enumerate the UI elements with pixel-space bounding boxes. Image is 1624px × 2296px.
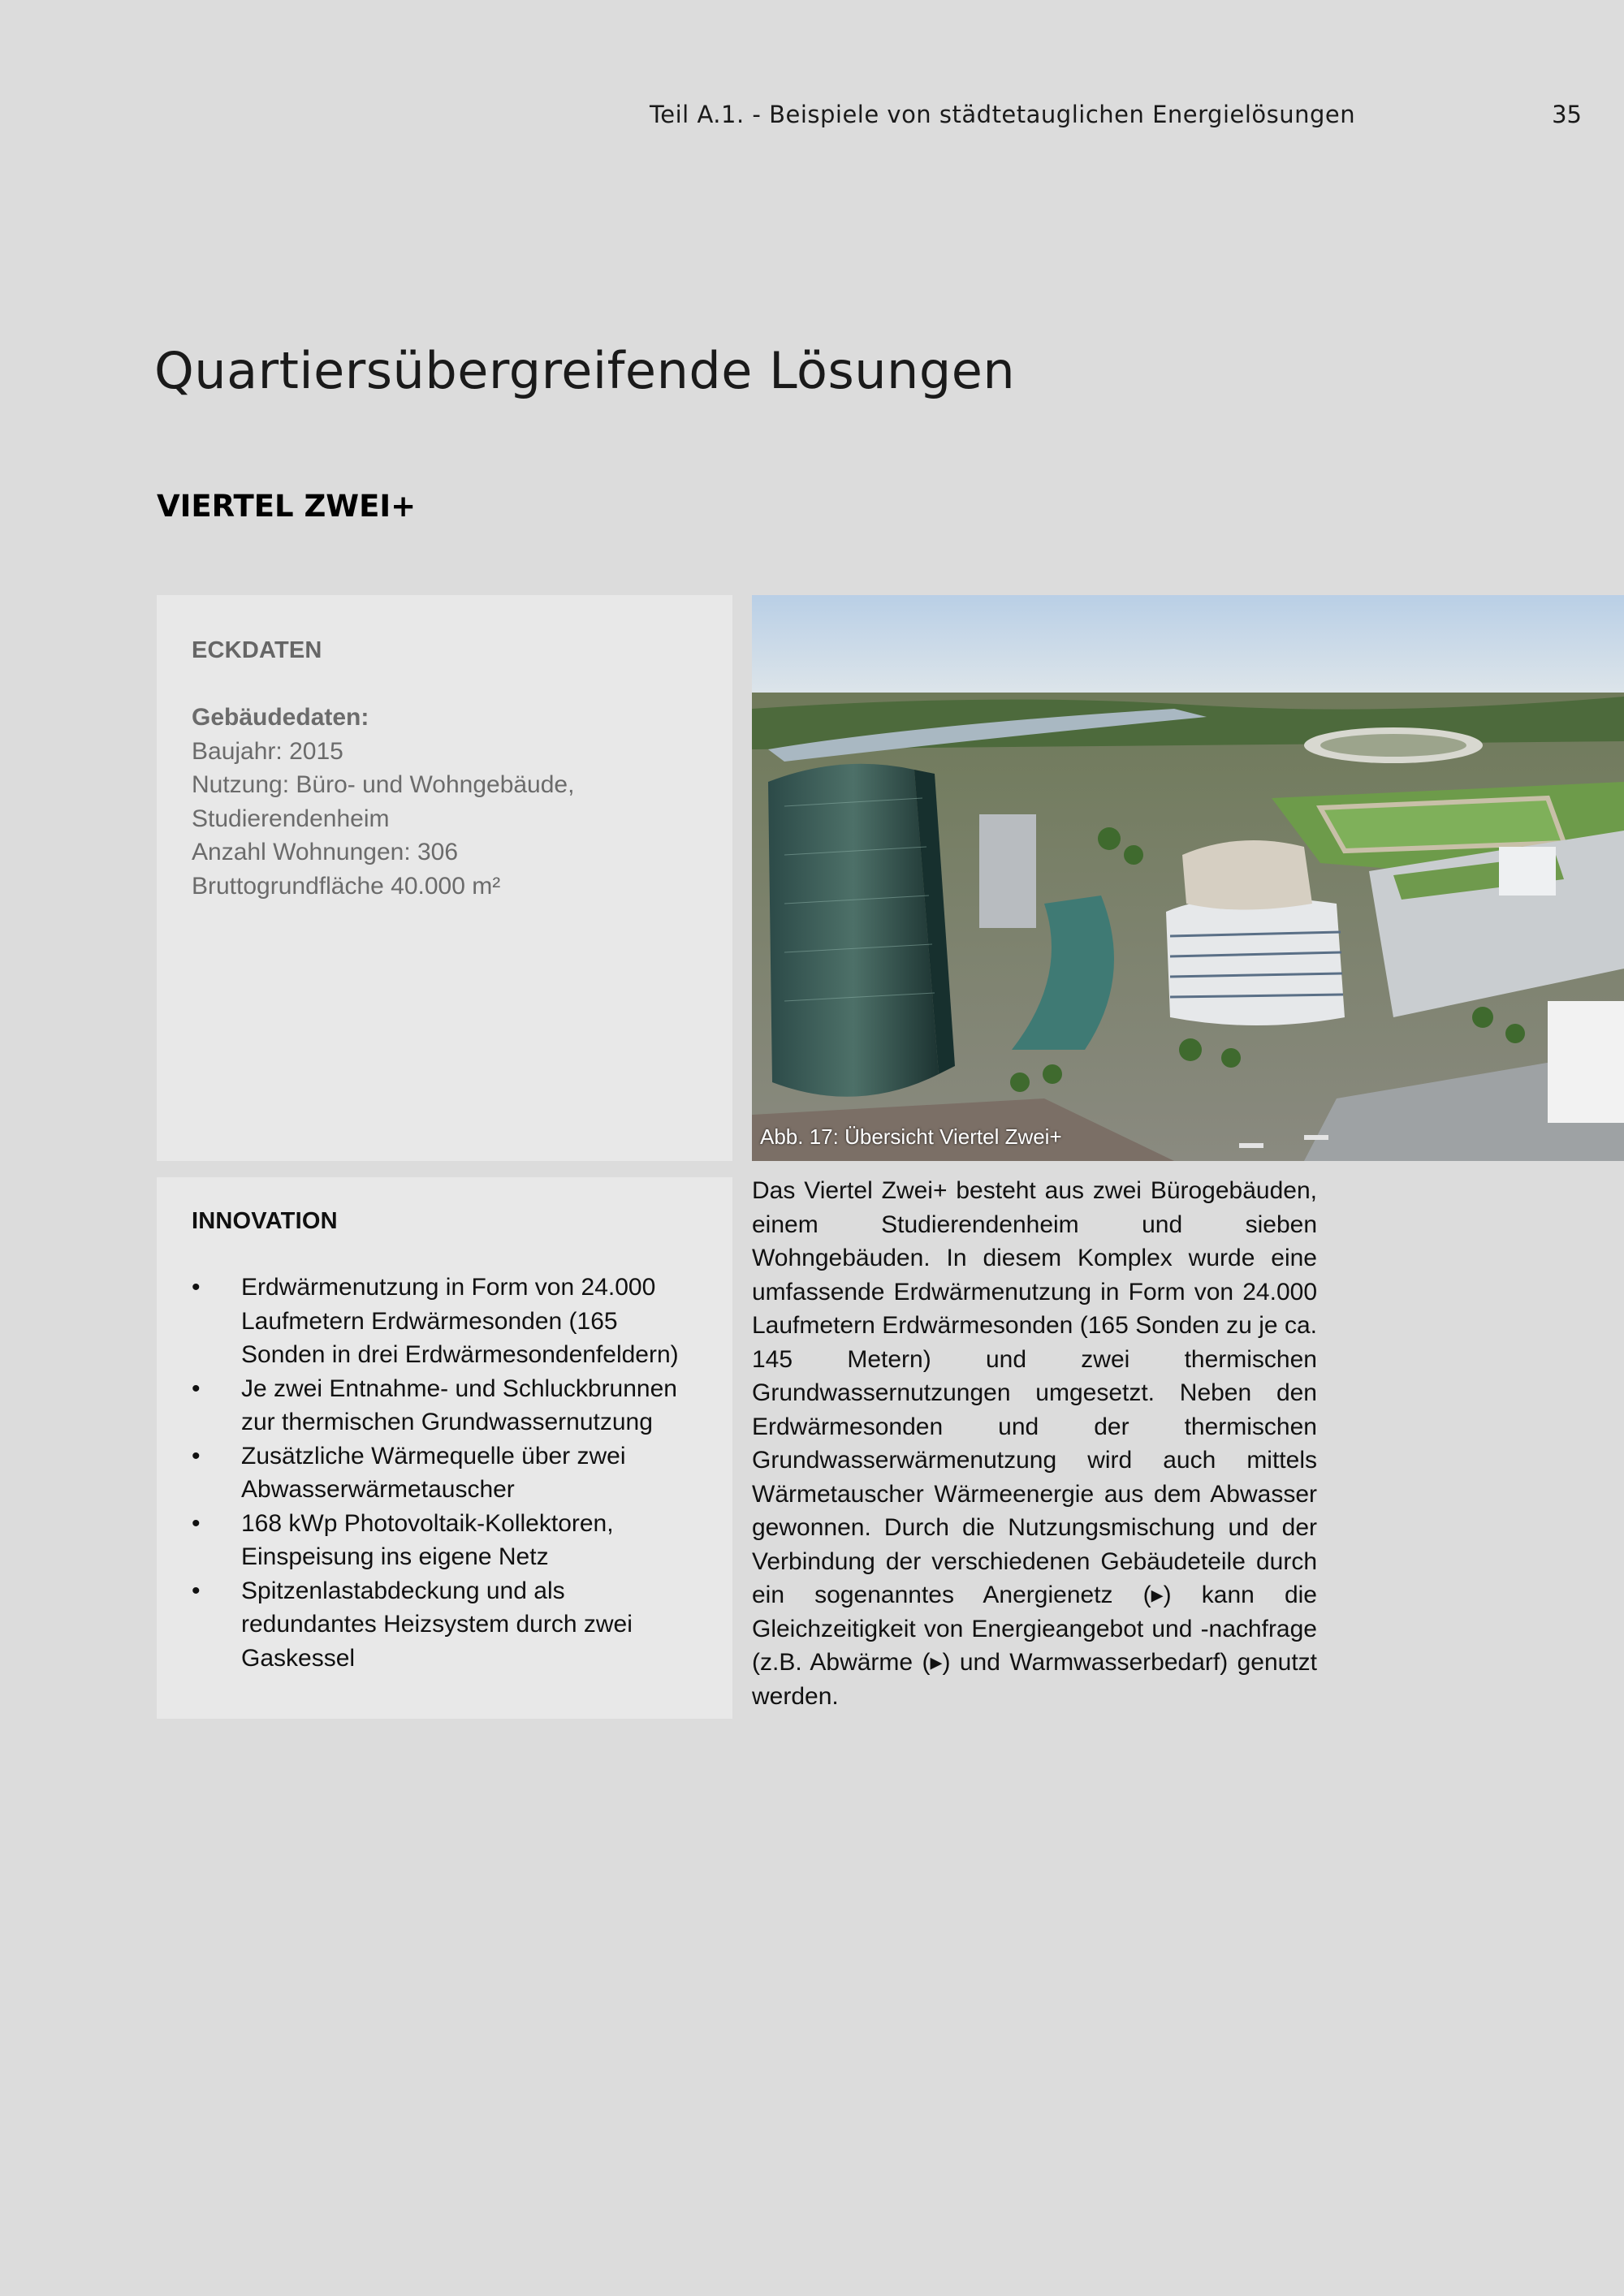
fact-line: Studierendenheim [192, 805, 390, 832]
innovation-item: • Spitzenlastabdeckung und als redundantes Heizsystem durch zwei Gaskessel [192, 1574, 698, 1676]
innovation-heading: INNOVATION [192, 1208, 338, 1234]
innovation-box [157, 1177, 732, 1719]
project-description: Das Viertel Zwei+ besteht aus zwei Bürogebäuden, einem Studierendenheim und sieben Wohngebäuden. In diesem Komplex wurde eine umfassende Erdwärmenutzung in Form von 24.000 Laufmetern Erdwärmesonden (165 Sonden zu je ca. 145 Metern) und zwei thermischen Grundwassernutzungen umgesetzt. Neben den Erdwärmesonden und der thermischen Grundwasserwärmenutzung wird auch mittels Wärmetauscher Wärmeenergie aus dem Abwasser gewonnen. Durch die Nutzungsmischung und der Verbindung der verschiedenen Gebäudeteile durch ein sogenanntes Anergienetz (▸) kann die Gleichzeitigkeit von Energieangebot und -nachfrage (z.B. Abwärme (▸) und Warmwasserbedarf) genutzt werden. [752, 1177, 1317, 1710]
fact-line: Anzahl Wohnungen: 306 [192, 839, 459, 865]
key-facts-body [192, 701, 698, 903]
bullet-symbol: • [192, 1375, 201, 1402]
bullet-symbol: • [192, 1274, 201, 1301]
aerial-photo [752, 595, 1624, 1161]
figure-caption: Abb. 17: Übersicht Viertel Zwei+ [760, 1124, 1062, 1149]
page-number: 35 [1552, 101, 1582, 128]
key-facts-heading: ECKDATEN [192, 637, 322, 663]
section-title: Quartiersübergreifende Lösungen [154, 341, 1016, 400]
innovation-item: • Zusätzliche Wärmequelle über zwei Abwasserwärmetauscher [192, 1439, 698, 1507]
bullet-symbol: • [192, 1577, 201, 1604]
key-facts-box [157, 595, 732, 1161]
fact-line: Nutzung: Büro- und Wohngebäude, [192, 771, 575, 798]
innovation-item: • Erdwärmenutzung in Form von 24.000 Laufmetern Erdwärmesonden (165 Sonden in drei Erdwärmesondenfeldern) [192, 1271, 698, 1372]
fact-line: Bruttogrundfläche 40.000 m² [192, 872, 501, 900]
building-data-subheading: Gebäudedaten: [192, 704, 369, 731]
aerial-photo-illustration [752, 595, 1624, 1161]
bullet-symbol: • [192, 1509, 201, 1537]
innovation-item: • Je zwei Entnahme- und Schluckbrunnen zur thermischen Grundwassernutzung [192, 1372, 698, 1439]
innovation-list [192, 1271, 698, 1675]
project-title: VIERTEL ZWEI+ [157, 489, 417, 524]
fact-line: Baujahr: 2015 [192, 737, 343, 765]
bullet-symbol: • [192, 1442, 201, 1470]
running-header: Teil A.1. - Beispiele von städtetauglichen Energielösungen [650, 101, 1356, 128]
innovation-item: • 168 kWp Photovoltaik-Kollektoren, Einspeisung ins eigene Netz [192, 1507, 698, 1574]
